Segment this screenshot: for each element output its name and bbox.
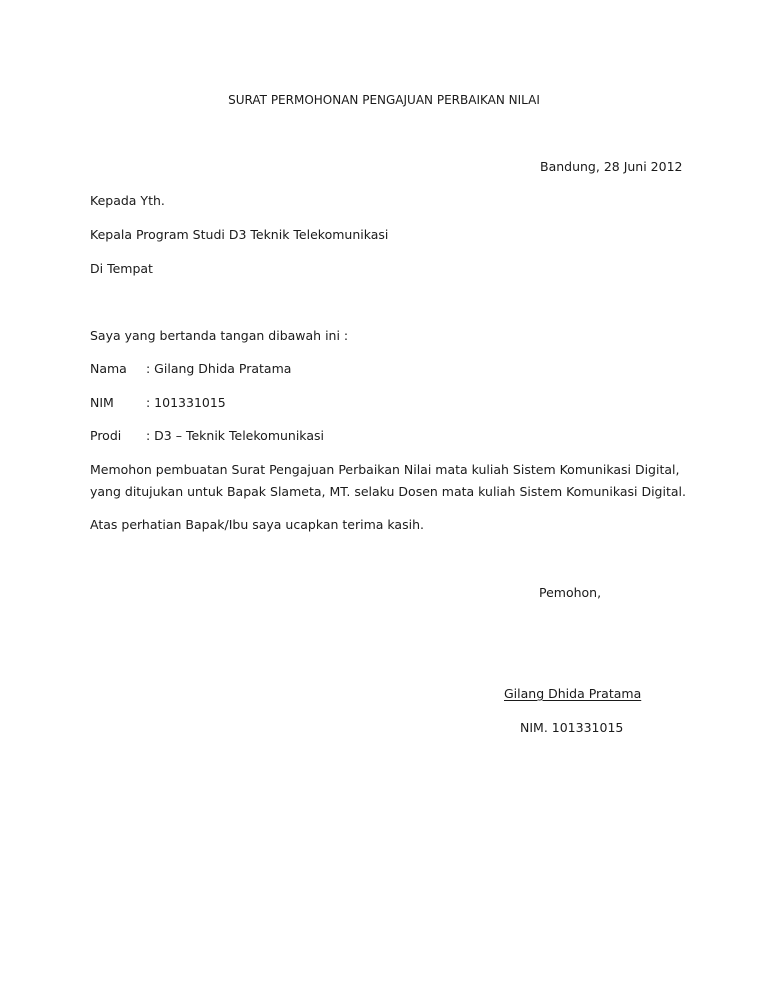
closing-text: Atas perhatian Bapak/Ibu saya ucapkan terima kasih. <box>90 517 424 532</box>
recipient-salutation: Kepada Yth. <box>90 193 165 208</box>
body-paragraph-line-1: Memohon pembuatan Surat Pengajuan Perbaikan Nilai mata kuliah Sistem Komunikasi Digital, <box>90 462 680 477</box>
field-label-nama: Nama <box>90 361 127 376</box>
field-label-prodi: Prodi <box>90 428 122 443</box>
body-paragraph-line-2: yang ditujukan untuk Bapak Slameta, MT. selaku Dosen mata kuliah Sistem Komunikasi Digital. <box>90 484 686 499</box>
letter-date: Bandung, 28 Juni 2012 <box>540 159 683 174</box>
signature-name: Gilang Dhida Pratama <box>504 686 642 701</box>
intro-text: Saya yang bertanda tangan dibawah ini : <box>90 328 349 343</box>
recipient-name: Kepala Program Studi D3 Teknik Telekomunikasi <box>90 227 389 242</box>
field-value-prodi: : D3 – Teknik Telekomunikasi <box>146 428 324 443</box>
signature-salutation: Pemohon, <box>539 585 602 600</box>
signature-nim: NIM. 101331015 <box>520 720 624 735</box>
field-label-nim: NIM <box>90 395 114 410</box>
letter-title: SURAT PERMOHONAN PENGAJUAN PERBAIKAN NILAI <box>228 93 540 107</box>
field-value-nim: : 101331015 <box>146 395 226 410</box>
recipient-location: Di Tempat <box>90 261 153 276</box>
field-value-nama: : Gilang Dhida Pratama <box>146 361 292 376</box>
